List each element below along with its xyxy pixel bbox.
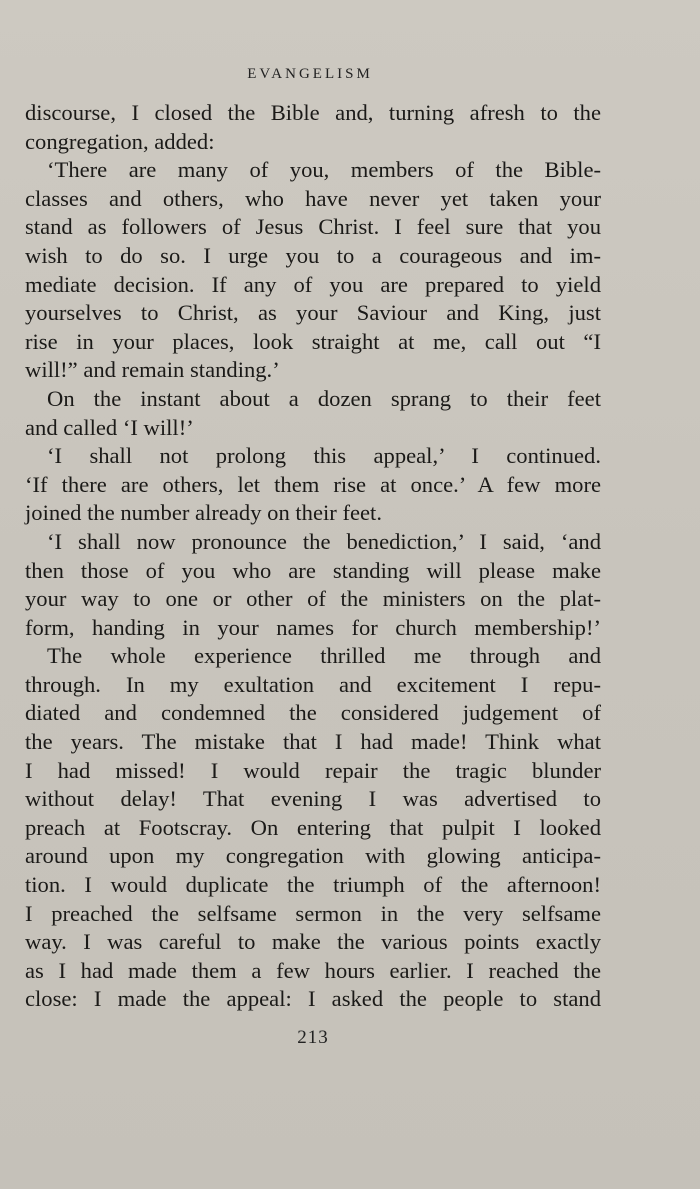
text-line: rise in your places, look straight at me, call out “I xyxy=(25,328,601,354)
text-line: around upon my congregation with glowing anticipa- xyxy=(25,843,601,869)
text-line: discourse, I closed the Bible and, turning afresh to the xyxy=(25,100,601,125)
text-line: ‘There are many of you, members of the Bible- xyxy=(47,157,601,183)
text-line: way. I was careful to make the various points exactly xyxy=(25,929,601,955)
text-line: then those of you who are standing will please make xyxy=(25,557,601,583)
text-line: tion. I would duplicate the triumph of the afternoon! xyxy=(25,872,601,898)
running-head: EVANGELISM xyxy=(247,66,373,82)
text-line: On the instant about a dozen sprang to their feet xyxy=(47,385,601,411)
text-line: wish to do so. I urge you to a courageous and im- xyxy=(25,242,601,268)
text-line: form, handing in your names for church membership!’ xyxy=(25,614,601,640)
text-line: classes and others, who have never yet taken your xyxy=(25,185,601,211)
text-line: ‘I shall not prolong this appeal,’ I continued. xyxy=(47,443,601,469)
text-line: as I had made them a few hours earlier. I reached the xyxy=(25,957,601,983)
text-line: will!” and remain standing.’ xyxy=(25,357,280,383)
text-line: your way to one or other of the ministers on the plat- xyxy=(25,586,601,612)
text-line: I preached the selfsame sermon in the very selfsame xyxy=(25,900,601,926)
text-line: I had missed! I would repair the tragic blunder xyxy=(25,757,601,783)
text-line: yourselves to Christ, as your Saviour and King, just xyxy=(25,300,601,326)
text-line: without delay! That evening I was advertised to xyxy=(25,786,601,812)
text-line: joined the number already on their feet. xyxy=(25,500,382,526)
text-line: stand as followers of Jesus Christ. I feel sure that you xyxy=(25,214,601,240)
text-line: ‘If there are others, let them rise at once.’ A few more xyxy=(25,471,601,497)
body-text xyxy=(25,99,601,1014)
text-line: preach at Footscray. On entering that pulpit I looked xyxy=(25,814,601,840)
text-line: mediate decision. If any of you are prepared to yield xyxy=(25,271,601,297)
text-line: close: I made the appeal: I asked the people to stand xyxy=(25,986,601,1012)
text-line: The whole experience thrilled me through and xyxy=(47,643,601,669)
text-line: ‘I shall now pronounce the benediction,’ I said, ‘and xyxy=(47,528,601,554)
text-line: the years. The mistake that I had made! Think what xyxy=(25,729,601,755)
text-line: and called ‘I will!’ xyxy=(25,414,194,440)
text-line: through. In my exultation and excitement I repu- xyxy=(25,671,601,697)
text-line: diated and condemned the considered judgement of xyxy=(25,700,601,726)
text-line: congregation, added: xyxy=(25,128,215,154)
page-number: 213 xyxy=(297,1027,329,1048)
